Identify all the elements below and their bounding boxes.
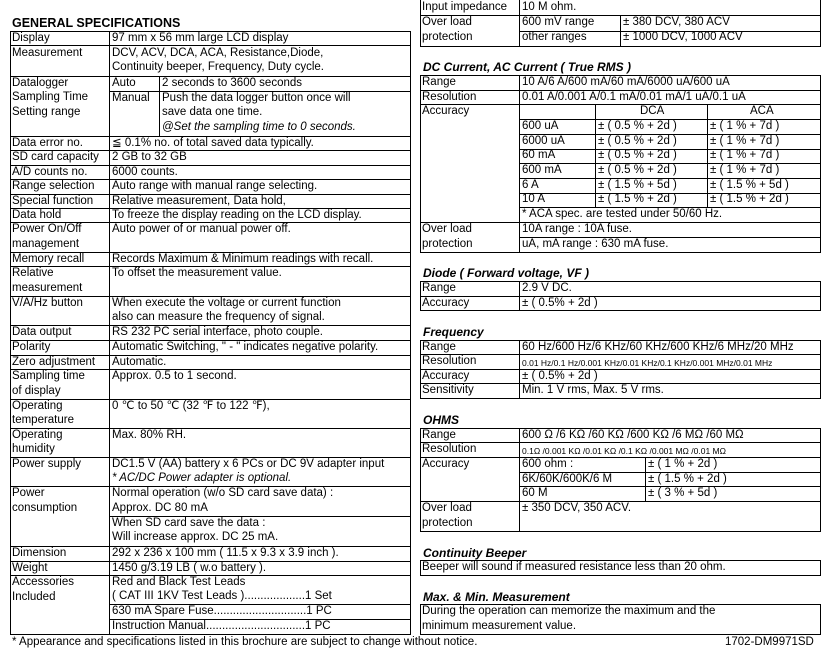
datalogger-manual: Manual bbox=[112, 92, 150, 104]
sampling-display-label: Sampling time bbox=[12, 370, 85, 382]
power-consumption-label: Power bbox=[12, 487, 45, 499]
table-border-left bbox=[420, 560, 421, 576]
table-border-right bbox=[820, 560, 821, 576]
power-supply-note: * AC/DC Power adapter is optional. bbox=[112, 472, 292, 484]
resolution-label: Resolution bbox=[422, 443, 477, 455]
row-line bbox=[420, 634, 821, 635]
table-border-left bbox=[10, 31, 11, 635]
aca-accuracy-cell: ± ( 1 % + 7d ) bbox=[710, 120, 780, 132]
operating-temp-label: temperature bbox=[12, 414, 75, 426]
zero-adjustment-label: Zero adjustment bbox=[12, 356, 96, 368]
range-label: Range bbox=[422, 341, 456, 353]
table-border-right bbox=[410, 31, 411, 635]
polarity-value: Automatic Switching, " - " indicates negative polarity. bbox=[112, 341, 379, 353]
resolution-label: Resolution bbox=[422, 91, 477, 103]
overload-label: Over load bbox=[422, 502, 472, 514]
input-impedance-label: Input impedance bbox=[422, 1, 508, 13]
section-title: Frequency bbox=[423, 325, 484, 339]
dca-accuracy-cell: ± ( 0.5 % + 2d ) bbox=[598, 120, 677, 132]
sensitivity-value: Min. 1 V rms, Max. 5 V rms. bbox=[522, 384, 664, 396]
row-line bbox=[420, 15, 821, 16]
resolution-label: Resolution bbox=[422, 355, 477, 367]
row-line bbox=[10, 634, 411, 635]
current-range-cell: 10 A bbox=[522, 193, 546, 205]
datalogger-auto: Auto bbox=[112, 77, 136, 89]
table-column-divider bbox=[519, 75, 520, 253]
section-title: DC Current, AC Current ( True RMS ) bbox=[423, 60, 632, 74]
aca-header: ACA bbox=[750, 105, 774, 117]
data-hold-value: To freeze the display reading on the LCD display. bbox=[112, 209, 362, 221]
current-range-cell: 600 mA bbox=[522, 164, 562, 176]
overload-label: protection bbox=[422, 31, 473, 43]
dca-accuracy-cell: ± ( 0.5 % + 2d ) bbox=[598, 135, 677, 147]
operating-humidity-label: humidity bbox=[12, 443, 55, 455]
datalogger-manual-note: @Set the sampling time to 0 seconds. bbox=[162, 121, 356, 133]
overload-label: Over load bbox=[422, 223, 472, 235]
accessories-label: Included bbox=[12, 591, 56, 603]
accuracy-label: Accuracy bbox=[422, 458, 470, 470]
accessories-value: 630 mA Spare Fuse.............................1 PC bbox=[112, 605, 332, 617]
overload-value: uA, mA range : 630 mA fuse. bbox=[522, 238, 669, 250]
current-range-cell: 6000 uA bbox=[522, 135, 565, 147]
accessories-value: Red and Black Test Leads bbox=[112, 576, 246, 588]
accessories-value: Instruction Manual...............................1 PC bbox=[112, 620, 331, 632]
section-title: Diode ( Forward voltage, VF ) bbox=[423, 266, 590, 280]
data-error-label: Data error no. bbox=[12, 137, 83, 149]
zero-adjustment-value: Automatic. bbox=[112, 356, 167, 368]
aca-note: * ACA spec. are tested under 50/60 Hz. bbox=[522, 208, 723, 220]
power-consumption-value: Approx. DC 80 mA bbox=[112, 502, 208, 514]
table-column-divider bbox=[519, 428, 520, 532]
accuracy-label: Accuracy bbox=[422, 105, 470, 117]
section-title: GENERAL SPECIFICATIONS bbox=[12, 16, 181, 30]
ad-counts-label: A/D counts no. bbox=[12, 166, 88, 178]
overload-value: ± 380 DCV, 380 ACV bbox=[623, 16, 730, 28]
datalogger-auto-value: 2 seconds to 3600 seconds bbox=[162, 77, 303, 89]
table-border-right bbox=[820, 604, 821, 634]
current-range-cell: 600 uA bbox=[522, 120, 559, 132]
maxmin-value: During the operation can memorize the maximum and the bbox=[422, 605, 716, 617]
row-line bbox=[420, 531, 821, 532]
special-function-value: Relative measurement, Data hold, bbox=[112, 195, 286, 207]
table-border-left bbox=[420, 604, 421, 634]
table-border-left bbox=[420, 428, 421, 532]
accessories-value: ( CAT III 1KV Test Leads )...................1 Set bbox=[112, 590, 332, 602]
overload-label: Over load bbox=[422, 16, 472, 28]
table-border-right bbox=[820, 0, 821, 47]
aca-accuracy-cell: ± ( 1 % + 7d ) bbox=[710, 149, 780, 161]
memory-recall-value: Records Maximum & Minimum readings with recall. bbox=[112, 253, 374, 265]
continuity-value: Beeper will sound if measured resistance less than 20 ohm. bbox=[422, 561, 726, 573]
row-line bbox=[10, 428, 411, 429]
datalogger-label: Sampling Time bbox=[12, 91, 89, 103]
data-output-value: RS 232 PC serial interface, photo couple. bbox=[112, 326, 323, 338]
table-column-divider bbox=[519, 0, 520, 47]
table-column-divider bbox=[109, 31, 110, 635]
ohms-accuracy-cell: ± ( 3 % + 5d ) bbox=[648, 487, 718, 499]
document-code: 1702-DM9971SD bbox=[725, 636, 814, 648]
section-title: Max. & Min. Measurement bbox=[423, 590, 570, 604]
row-line bbox=[420, 398, 821, 399]
power-onoff-label: Power On/Off bbox=[12, 223, 82, 235]
power-consumption-value: When SD card save the data : bbox=[112, 517, 266, 529]
range-label: Range bbox=[422, 429, 456, 441]
measurement-label: Measurement bbox=[12, 47, 83, 59]
power-consumption-value: Will increase approx. DC 25 mA. bbox=[112, 531, 279, 543]
data-output-label: Data output bbox=[12, 326, 72, 338]
overload-range: 600 mV range bbox=[522, 16, 595, 28]
power-consumption-label: consumption bbox=[12, 502, 78, 514]
aca-accuracy-cell: ± ( 1 % + 7d ) bbox=[710, 164, 780, 176]
datalogger-divider bbox=[159, 76, 160, 136]
vahz-label: V/A/Hz button bbox=[12, 297, 83, 309]
sensitivity-label: Sensitivity bbox=[422, 384, 474, 396]
section-title: Continuity Beeper bbox=[423, 546, 527, 560]
power-consumption-value: Normal operation (w/o SD card save data) : bbox=[112, 487, 334, 499]
data-hold-label: Data hold bbox=[12, 209, 62, 221]
overload-value: 10A range : 10A fuse. bbox=[522, 223, 632, 235]
table-border-left bbox=[420, 75, 421, 253]
dca-accuracy-cell: ± ( 1.5 % + 2d ) bbox=[598, 193, 677, 205]
overload-range: other ranges bbox=[522, 31, 587, 43]
aca-accuracy-cell: ± ( 1.5 % + 5d ) bbox=[710, 179, 789, 191]
datalogger-label: Setting range bbox=[12, 106, 81, 118]
overload-value: ± 1000 DCV, 1000 ACV bbox=[623, 31, 743, 43]
memory-recall-label: Memory recall bbox=[12, 253, 85, 265]
range-selection-value: Auto range with manual range selecting. bbox=[112, 180, 318, 192]
datalogger-manual-value: save data one time. bbox=[162, 106, 263, 118]
ad-counts-value: 6000 counts. bbox=[112, 166, 178, 178]
weight-value: 1450 g/3.19 LB ( w.o battery ). bbox=[112, 562, 267, 574]
operating-temp-label: Operating bbox=[12, 400, 63, 412]
aca-accuracy-cell: ± ( 1.5 % + 2d ) bbox=[710, 193, 789, 205]
special-function-label: Special function bbox=[12, 195, 94, 207]
table-border-right bbox=[820, 75, 821, 253]
ohms-range-cell: 60 M bbox=[522, 487, 548, 499]
measurement-value: DCV, ACV, DCA, ACA, Resistance,Diode, bbox=[112, 47, 324, 59]
polarity-label: Polarity bbox=[12, 341, 51, 353]
section-title: OHMS bbox=[423, 413, 459, 427]
range-value: 2.9 V DC. bbox=[522, 282, 572, 294]
ohms-accuracy-cell: ± ( 1.5 % + 2d ) bbox=[648, 473, 727, 485]
datalogger-manual-value: Push the data logger button once will bbox=[162, 92, 351, 104]
range-label: Range bbox=[422, 76, 456, 88]
relative-label: measurement bbox=[12, 282, 83, 294]
accuracy-value: ± ( 0.5% + 2d ) bbox=[522, 370, 598, 382]
overload-label: protection bbox=[422, 517, 473, 529]
table-column-divider bbox=[645, 457, 646, 502]
range-label: Range bbox=[422, 282, 456, 294]
resolution-value: 0.01 A/0.001 A/0.1 mA/0.01 mA/1 uA/0.1 uA bbox=[522, 91, 746, 103]
display-label: Display bbox=[12, 32, 50, 44]
dca-accuracy-cell: ± ( 1.5 % + 5d ) bbox=[598, 179, 677, 191]
row-line bbox=[420, 281, 821, 282]
vahz-value: also can measure the frequency of signal. bbox=[112, 311, 325, 323]
row-line bbox=[420, 575, 821, 576]
range-selection-label: Range selection bbox=[12, 180, 95, 192]
range-value: 600 Ω /6 KΩ /60 KΩ /600 KΩ /6 MΩ /60 MΩ bbox=[522, 429, 744, 441]
footer-note: * Appearance and specifications listed in this brochure are subject to change without notice. bbox=[12, 636, 478, 648]
data-error-value: ≦ 0.1% no. of total saved data typically. bbox=[112, 137, 314, 149]
sd-card-label: SD card capacity bbox=[12, 151, 99, 163]
operating-humidity-value: Max. 80% RH. bbox=[112, 429, 187, 441]
ohms-accuracy-cell: ± ( 1 % + 2d ) bbox=[648, 458, 718, 470]
dca-accuracy-cell: ± ( 0.5 % + 2d ) bbox=[598, 149, 677, 161]
table-border-left bbox=[420, 0, 421, 47]
row-line bbox=[420, 457, 821, 458]
row-line bbox=[420, 252, 821, 253]
sampling-display-label: of display bbox=[12, 385, 61, 397]
overload-value: ± 350 DCV, 350 ACV. bbox=[522, 502, 632, 514]
accuracy-label: Accuracy bbox=[422, 297, 470, 309]
table-border-right bbox=[820, 428, 821, 532]
operating-temp-value: 0 ℃ to 50 ℃ (32 ℉ to 122 ℉), bbox=[112, 400, 270, 412]
maxmin-value: minimum measurement value. bbox=[422, 620, 577, 632]
resolution-value: 0.01 Hz/0.1 Hz/0.001 KHz/0.01 KHz/0.1 KHz/0.001 MHz/0.01 MHz bbox=[522, 358, 773, 368]
input-impedance-value: 10 M ohm. bbox=[522, 1, 577, 13]
ohms-range-cell: 600 ohm : bbox=[522, 458, 574, 470]
current-range-cell: 6 A bbox=[522, 179, 539, 191]
display-value: 97 mm x 56 mm large LCD display bbox=[112, 32, 289, 44]
power-onoff-value: Auto power of or manual power off. bbox=[112, 223, 291, 235]
row-line bbox=[420, 46, 821, 47]
measurement-value: Continuity beeper, Frequency, Duty cycle. bbox=[112, 61, 325, 73]
range-value: 10 A/6 A/600 mA/60 mA/6000 uA/600 uA bbox=[522, 76, 730, 88]
current-range-cell: 60 mA bbox=[522, 149, 556, 161]
ohms-range-cell: 6K/60K/600K/6 M bbox=[522, 473, 613, 485]
sd-card-value: 2 GB to 32 GB bbox=[112, 151, 187, 163]
power-supply-label: Power supply bbox=[12, 458, 82, 470]
relative-value: To offset the measurement value. bbox=[112, 267, 282, 279]
row-line bbox=[420, 296, 821, 297]
sampling-display-value: Approx. 0.5 to 1 second. bbox=[112, 370, 237, 382]
operating-humidity-label: Operating bbox=[12, 429, 63, 441]
dimension-label: Dimension bbox=[12, 547, 67, 559]
power-onoff-label: management bbox=[12, 238, 80, 250]
dimension-value: 292 x 236 x 100 mm ( 11.5 x 9.3 x 3.9 inch ). bbox=[112, 547, 339, 559]
dca-header: DCA bbox=[640, 105, 665, 117]
power-supply-value: DC1.5 V (AA) battery x 6 PCs or DC 9V adapter input bbox=[112, 458, 385, 470]
range-value: 60 Hz/600 Hz/6 KHz/60 KHz/600 KHz/6 MHz/20 MHz bbox=[522, 341, 794, 353]
weight-label: Weight bbox=[12, 562, 48, 574]
vahz-value: When execute the voltage or current function bbox=[112, 297, 341, 309]
accuracy-value: ± ( 0.5% + 2d ) bbox=[522, 297, 598, 309]
resolution-value: 0.1Ω /0.001 KΩ /0.01 KΩ /0.1 KΩ /0.001 MΩ /0.01 MΩ bbox=[522, 446, 726, 456]
overload-label: protection bbox=[422, 238, 473, 250]
accessories-label: Accessories bbox=[12, 576, 74, 588]
accuracy-label: Accuracy bbox=[422, 370, 470, 382]
relative-label: Relative bbox=[12, 267, 54, 279]
aca-accuracy-cell: ± ( 1 % + 7d ) bbox=[710, 135, 780, 147]
row-line bbox=[420, 310, 821, 311]
row-line bbox=[420, 369, 821, 370]
datalogger-label: Datalogger bbox=[12, 77, 69, 89]
dca-accuracy-cell: ± ( 0.5 % + 2d ) bbox=[598, 164, 677, 176]
